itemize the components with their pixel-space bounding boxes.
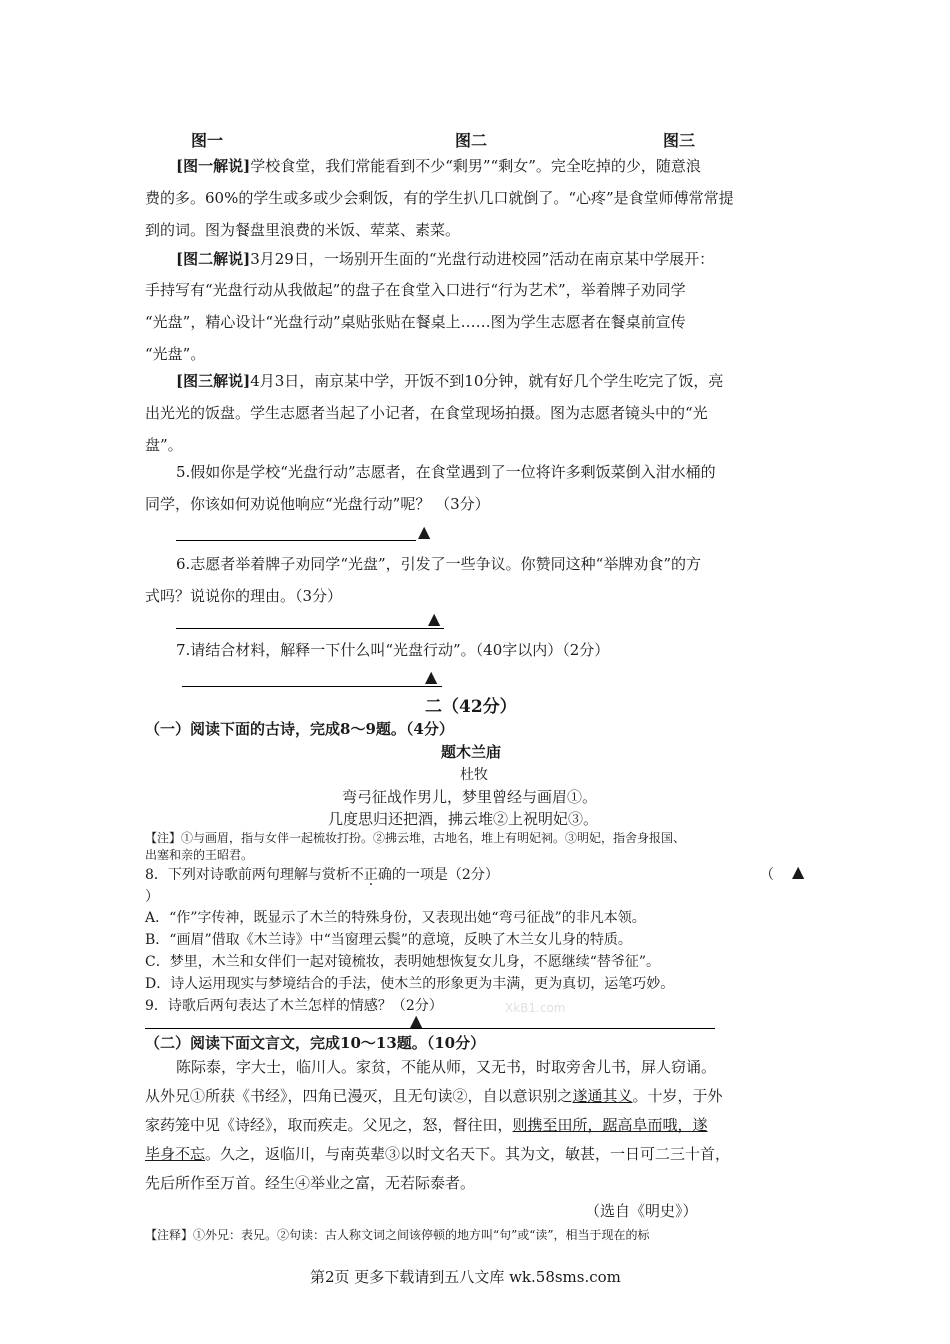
answer-mark-6: ▲ bbox=[428, 609, 441, 628]
poem-author: 杜牧 bbox=[460, 767, 488, 783]
explain-1-line-2: 费的多。60%的学生或多或少会剩饭，有的学生扒几口就倒了。“心疼”是食堂师傅常常提 bbox=[145, 189, 734, 207]
answer-mark-9: ▲ bbox=[410, 1011, 423, 1030]
explain-1-line-3: 到的词。图为餐盘里浪费的米饭、荤菜、素菜。 bbox=[145, 221, 461, 239]
prose-line-3: 家药笼中见《诗经》，取而疾走。父见之，怒，督往田，则携至田所，踞高阜而哦，遂 bbox=[145, 1116, 708, 1134]
answer-line-6[interactable] bbox=[176, 628, 444, 629]
page-footer: 第2页 更多下载请到五八文库 wk.58sms.com bbox=[310, 1268, 621, 1286]
option-a[interactable]: A．“作”字传神，既显示了木兰的特殊身份，又表现出她“弯弓征战”的非凡本领。 bbox=[145, 910, 646, 926]
answer-line-9[interactable] bbox=[145, 1028, 715, 1029]
part-2-heading: （二）阅读下面文言文，完成10～13题。（10分） bbox=[145, 1034, 486, 1052]
poem-note-line-1: 【注】①与画眉，指与女伴一起梳妆打扮。②拂云堆，古地名，堆上有明妃祠。③明妃，指舍身报国、 bbox=[145, 831, 686, 845]
question-5-line-2: 同学，你该如何劝说他响应“光盘行动”呢？ （3分） bbox=[145, 495, 490, 513]
option-c[interactable]: C．梦里，木兰和女伴们一起对镜梳妆，表明她想恢复女儿身，不愿继续“替爷征”。 bbox=[145, 954, 661, 970]
poem-line-2: 几度思归还把酒，拂云堆②上祝明妃③。 bbox=[328, 810, 599, 828]
answer-line-7[interactable] bbox=[182, 686, 442, 687]
answer-mark-5: ▲ bbox=[418, 522, 431, 541]
watermark: XkB1.com bbox=[505, 1001, 566, 1015]
explain-2-line-1: [图二解说]3月29日，一场别开生面的“光盘行动进校园”活动在南京某中学展开： bbox=[176, 250, 715, 268]
option-b[interactable]: B．“画眉”借取《木兰诗》中“当窗理云鬓”的意境，反映了木兰女儿身的特质。 bbox=[145, 932, 632, 948]
poem-title: 题木兰庙 bbox=[441, 743, 502, 761]
answer-mark-7: ▲ bbox=[425, 667, 438, 686]
question-6-line-2: 式吗？说说你的理由。（3分） bbox=[145, 587, 343, 605]
prose-line-4: 毕身不忘。久之，返临川，与南英辈③以时文名天下。其为文，敏甚，一日可二三十首， bbox=[145, 1145, 731, 1163]
question-9: 9．诗歌后两句表达了木兰怎样的情感？（2分） bbox=[145, 998, 443, 1014]
question-8-paren-open: （ bbox=[760, 867, 774, 883]
prose-line-2: 从外兄①所获《书经》，四角已漫灭，且无句读②，自以意识别之遂通其义。十岁，于外 bbox=[145, 1087, 723, 1105]
answer-line-5[interactable] bbox=[176, 540, 416, 541]
answer-mark-8: ▲ bbox=[792, 862, 805, 881]
prose-source: （选自《明史》） bbox=[585, 1202, 698, 1220]
poem-line-1: 弯弓征战作男儿，梦里曾经与画眉①。 bbox=[342, 788, 598, 806]
explain-2-line-2: 手持写有“光盘行动从我做起”的盘子在食堂入口进行“行为艺术”，举着牌子劝同学 bbox=[145, 281, 686, 299]
option-d[interactable]: D．诗人运用现实与梦境结合的手法，使木兰的形象更为丰满，更为真切，运笔巧妙。 bbox=[145, 976, 675, 992]
figure-2-caption: 图二 bbox=[455, 131, 488, 150]
explain-3-line-2: 出光光的饭盘。学生志愿者当起了小记者，在食堂现场拍摄。图为志愿者镜头中的“光 bbox=[145, 404, 708, 422]
prose-line-1: 陈际泰，字大士，临川人。家贫，不能从师，又无书，时取旁舍儿书，屏人窃诵。 bbox=[176, 1058, 717, 1076]
explain-2-line-4: “光盘”。 bbox=[145, 345, 206, 363]
explain-2-line-3: “光盘”，精心设计“光盘行动”桌贴张贴在餐桌上……图为学生志愿者在餐桌前宣传 bbox=[145, 313, 686, 331]
part-1-heading: （一）阅读下面的古诗，完成8～9题。（4分） bbox=[145, 720, 454, 738]
explain-3-line-1: [图三解说]4月3日，南京某中学，开饭不到10分钟，就有好几个学生吃完了饭，亮 bbox=[176, 372, 724, 390]
emphasis-not-correct: 不正确 bbox=[349, 867, 392, 883]
question-7-line-1: 7.请结合材料，解释一下什么叫“光盘行动”。（40字以内）（2分） bbox=[176, 641, 610, 659]
explain-3-line-3: 盘”。 bbox=[145, 436, 183, 454]
question-8-stem: 8．下列对诗歌前两句理解与赏析不正确的一项是（2分） bbox=[145, 867, 499, 883]
question-5-line-1: 5.假如你是学校“光盘行动”志愿者，在食堂遇到了一位将许多剩饭菜倒入泔水桶的 bbox=[176, 463, 716, 481]
poem-note-line-2: 出塞和亲的王昭君。 bbox=[145, 848, 254, 862]
figure-1-caption: 图一 bbox=[191, 131, 224, 150]
figure-3-caption: 图三 bbox=[663, 131, 696, 150]
prose-line-5: 先后所作至万首。经生④举业之富，无若际泰者。 bbox=[145, 1174, 476, 1192]
section-2-title: 二（42分） bbox=[425, 697, 517, 717]
question-8-paren-close: ） bbox=[145, 889, 159, 905]
question-6-line-1: 6.志愿者举着牌子劝同学“光盘”，引发了一些争议。你赞同这种“举牌劝食”的方 bbox=[176, 555, 701, 573]
explain-1-line-1: [图一解说]学校食堂，我们常能看到不少“剩男”“剩女”。完全吃掉的少，随意浪 bbox=[176, 157, 701, 175]
prose-note: 【注释】①外兄：表兄。②句读：古人称文词之间该停顿的地方叫“句”或“读”，相当于现在的标 bbox=[145, 1228, 650, 1242]
